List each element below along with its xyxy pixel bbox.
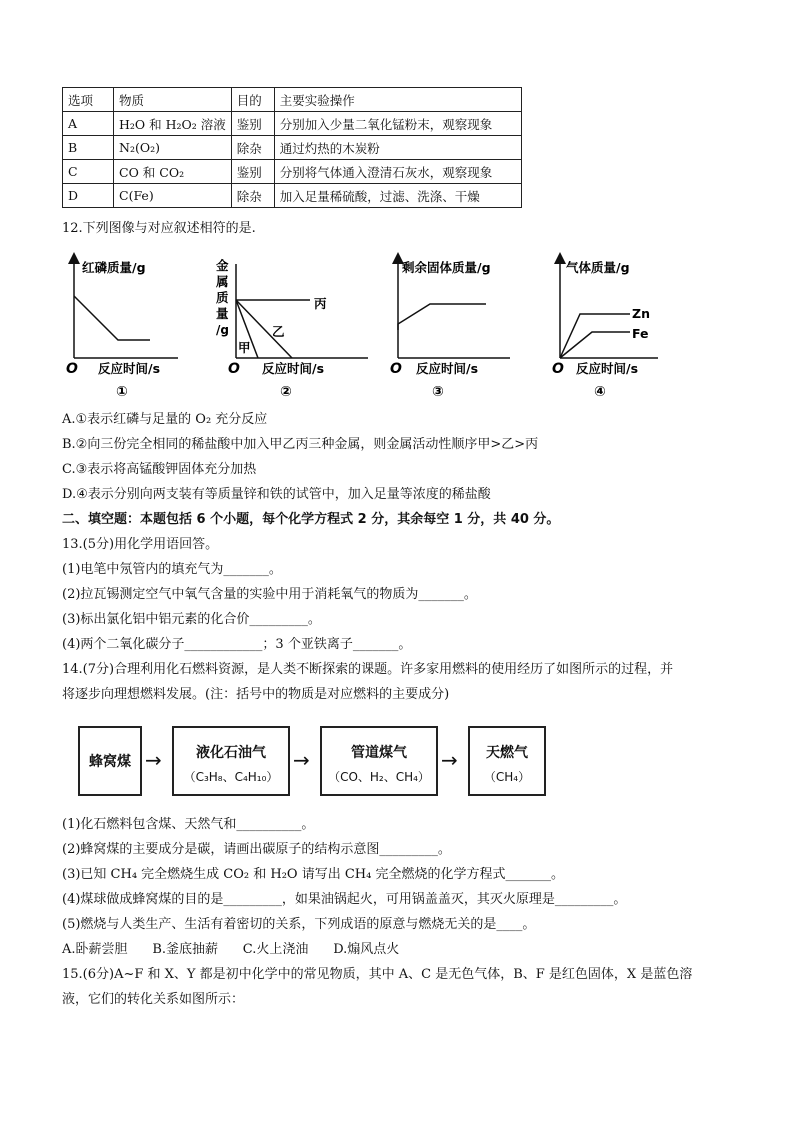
q15-line-2: 液，它们的转化关系如图所示： [62, 992, 245, 1007]
y-axis-label: 红磷质量/g [82, 260, 146, 275]
table-cell: D [63, 184, 114, 208]
table-cell: 除杂 [231, 184, 274, 208]
curve-zn [560, 314, 630, 358]
graph-number: ② [280, 384, 292, 400]
q13-item-4: (4)两个二氧化碳分子____________；3 个亚铁离子_______。 [62, 637, 412, 652]
origin-label: O [552, 361, 564, 377]
table-cell: 加入足量稀硫酸，过滤、洗涤、干燥 [274, 184, 521, 208]
x-axis-label: 反应时间/s [576, 361, 639, 376]
curve-label-bing: 丙 [314, 296, 327, 311]
curve-remaining-solid [398, 304, 486, 330]
table-header-cell: 目的 [231, 88, 274, 112]
table-cell: H₂O 和 H₂O₂ 溶液 [114, 112, 232, 136]
flow-box-name: 蜂窝煤 [89, 754, 131, 770]
y-axis-label-char: 量 [216, 306, 229, 321]
flow-box-composition: （CH₄） [483, 770, 531, 784]
y-axis-label-char: 质 [216, 290, 229, 305]
graph-number: ③ [432, 384, 444, 400]
flow-box-name: 液化石油气 [196, 745, 266, 761]
q15-line-1: 15.(6分)A~F 和 X、Y 都是初中化学中的常见物质，其中 A、C 是无色气体，B、F 是红色固体，X 是蓝色溶 [62, 967, 693, 982]
q13-item-1: (1)电笔中氖管内的填充气为_______。 [62, 562, 282, 577]
y-axis-label-char: 属 [216, 274, 229, 289]
origin-label: O [390, 361, 402, 377]
q14-item-2: (2)蜂窝煤的主要成分是碳，请画出碳原子的结构示意图_________。 [62, 842, 451, 857]
x-axis-label: 反应时间/s [262, 361, 325, 376]
flow-arrow: → [145, 748, 162, 772]
q12-option-b: B.②向三份完全相同的稀盐酸中加入甲乙丙三种金属，则金属活动性顺序甲>乙>丙 [62, 437, 539, 452]
table-row [63, 112, 522, 136]
graph-2 [212, 252, 372, 402]
q14-item-1: (1)化石燃料包含煤、天然气和__________。 [62, 817, 315, 832]
flow-box-pipeline-gas [320, 726, 438, 796]
table-header-cell: 主要实验操作 [274, 88, 521, 112]
table-row [63, 160, 522, 184]
table-row [63, 136, 522, 160]
table-cell: 通过灼热的木炭粉 [274, 136, 521, 160]
curve-label-zn: Zn [632, 306, 650, 321]
flow-box-natural-gas [468, 726, 546, 796]
q12-option-a: A.①表示红磷与足量的 O₂ 充分反应 [62, 412, 268, 427]
q14-item-5: (5)燃烧与人类生产、生活有着密切的关系，下列成语的原意与燃烧无关的是____。 [62, 917, 536, 932]
table-header-cell: 选项 [63, 88, 114, 112]
table-cell: 鉴别 [231, 112, 274, 136]
flow-arrow: → [293, 748, 310, 772]
y-axis-label-char: 金 [216, 258, 229, 273]
flow-box-lpg [172, 726, 290, 796]
table-cell: C [63, 160, 114, 184]
curve-label-jia: 甲 [238, 340, 251, 355]
table-cell: 分别将气体通入澄清石灰水，观察现象 [274, 160, 521, 184]
table-row [63, 184, 522, 208]
q12-option-c: C.③表示将高锰酸钾固体充分加热 [62, 462, 257, 477]
y-axis-label: 气体质量/g [566, 260, 630, 275]
section-heading: 二、填空题：本题包括 6 个小题，每个化学方程式 2 分，其余每空 1 分，共 40 分。 [62, 512, 560, 527]
graph-number: ④ [594, 384, 606, 400]
curve-red-phosphorus [74, 296, 150, 340]
origin-label: O [228, 361, 240, 377]
q13-item-3: (3)标出氯化铝中铝元素的化合价_________。 [62, 612, 321, 627]
table-cell: CO 和 CO₂ [114, 160, 232, 184]
q12-stem: 12.下列图像与对应叙述相符的是. [62, 221, 256, 236]
table-header-cell: 物质 [114, 88, 232, 112]
q14-stem-line-2: 将逐步向理想燃料发展。(注：括号中的物质是对应燃料的主要成分) [62, 687, 450, 702]
table-cell: N₂(O₂) [114, 136, 232, 160]
flow-box-composition: （C₃H₈、C₄H₁₀） [183, 770, 279, 784]
q14-choices: A.卧薪尝胆 B.釜底抽薪 C.火上浇油 D.煽风点火 [62, 942, 400, 957]
flow-box-composition: （CO、H₂、CH₄） [328, 770, 430, 784]
curve-label-yi: 乙 [272, 324, 285, 339]
q14-item-3: (3)已知 CH₄ 完全燃烧生成 CO₂ 和 H₂O 请写出 CH₄ 完全燃烧的化学方程式_______。 [62, 867, 564, 882]
table-cell: 除杂 [231, 136, 274, 160]
graph-1 [62, 252, 182, 402]
flow-box-name: 管道煤气 [351, 745, 407, 761]
curve-label-fe: Fe [632, 326, 649, 341]
graph-number: ① [116, 384, 128, 400]
options-table [62, 87, 522, 208]
flow-arrow: → [441, 748, 458, 772]
q13-stem: 13.(5分)用化学用语回答。 [62, 537, 219, 552]
x-axis-label: 反应时间/s [416, 361, 479, 376]
origin-label: O [66, 361, 78, 377]
q14-stem-line-1: 14.(7分)合理利用化石燃料资源，是人类不断探索的课题。许多家用燃料的使用经历了如图所示的过程，并 [62, 662, 674, 677]
table-cell: C(Fe) [114, 184, 232, 208]
q13-item-2: (2)拉瓦锡测定空气中氧气含量的实验中用于消耗氧气的物质为_______。 [62, 587, 477, 602]
table-cell: 分别加入少量二氧化锰粉末，观察现象 [274, 112, 521, 136]
q12-option-d: D.④表示分别向两支装有等质量锌和铁的试管中，加入足量等浓度的稀盐酸 [62, 487, 491, 502]
flow-box-name: 天燃气 [486, 745, 528, 761]
x-axis-label: 反应时间/s [98, 361, 161, 376]
flow-box-honeycomb-coal [78, 726, 142, 796]
table-header-row [63, 88, 522, 112]
q14-item-4: (4)煤球做成蜂窝煤的目的是_________，如果油锅起火，可用锅盖盖灭，其灭火原理是_________。 [62, 892, 627, 907]
table-cell: B [63, 136, 114, 160]
y-axis-label: 剩余固体质量/g [402, 260, 491, 275]
table-cell: 鉴别 [231, 160, 274, 184]
graph-4 [548, 252, 668, 402]
table-cell: A [63, 112, 114, 136]
y-axis-label-char: /g [216, 323, 229, 337]
graph-3 [386, 252, 516, 402]
